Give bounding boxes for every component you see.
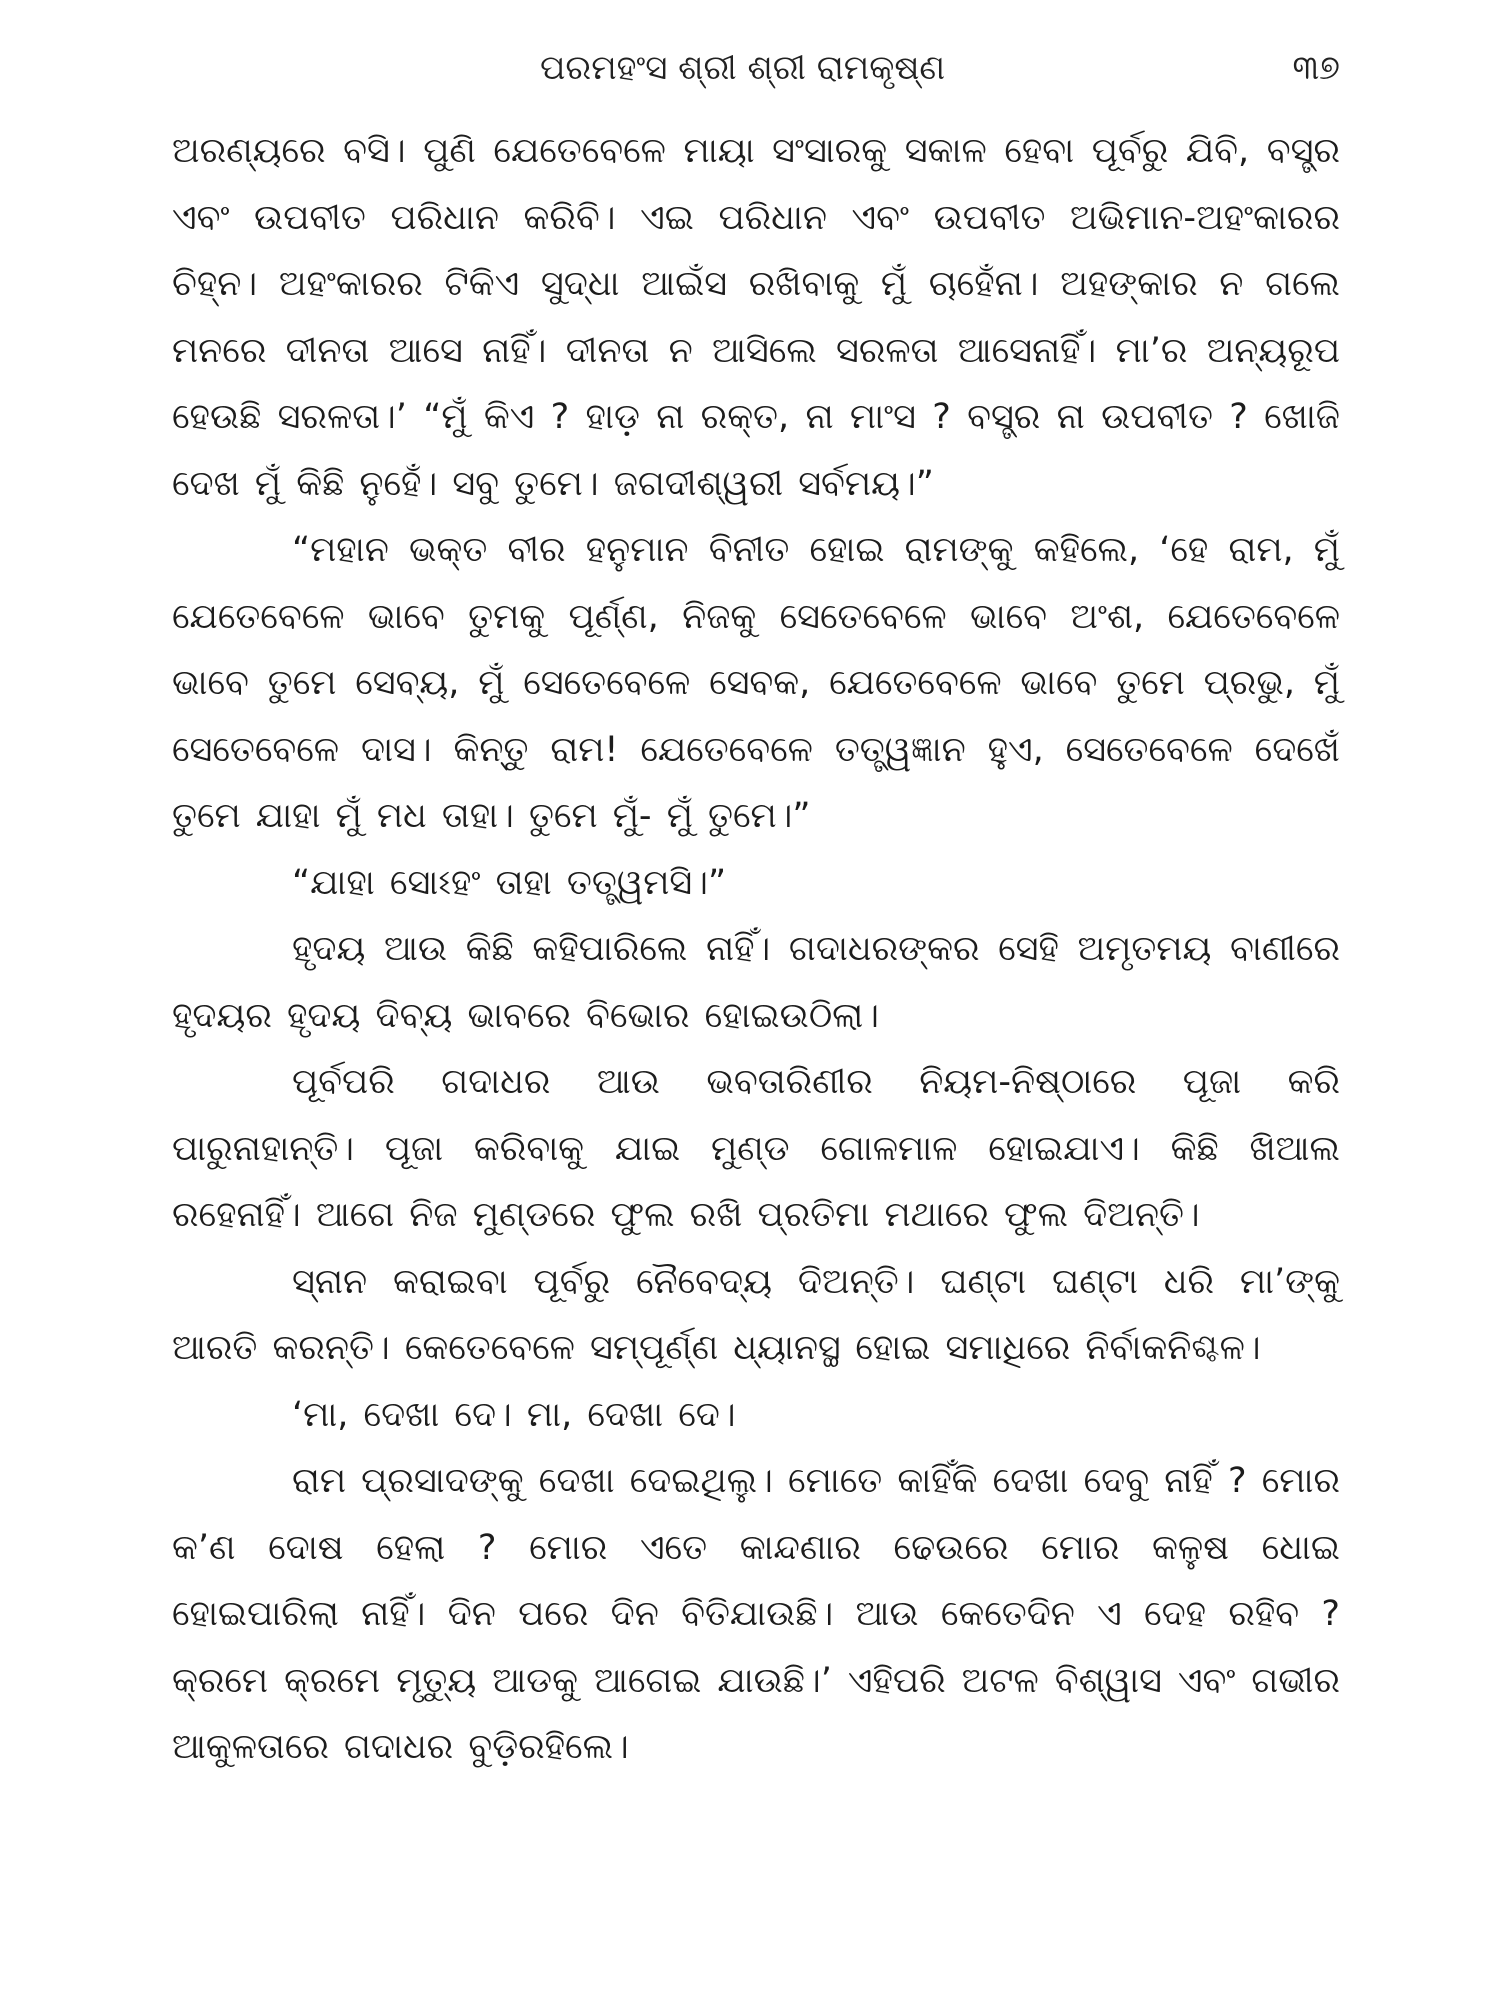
paragraph-7: ‘ମା, ଦେଖା ଦେ। ମା, ଦେଖା ଦେ। — [292, 1394, 736, 1435]
paragraph-4: ହୃଦୟ ଆଉ କିଛି କହିପାରିଲେ ନାହିଁ। ଗଦାଧରଙ୍କର ସେହି ଅମୃତମୟ ବାଣୀରେ ହୃଦୟର ହୃଦୟ ଦିବ୍ୟ ଭାବରେ ବିଭୋର ହୋଇଉଠିଲା। — [172, 929, 1340, 1036]
paragraph-8: ରାମ ପ୍ରସାଦଙ୍କୁ ଦେଖା ଦେଇଥିଲୁ। ମୋତେ କାହିଁକି ଦେଖା ଦେବୁ ନାହିଁ ? ମୋର କ’ଣ ଦୋଷ ହେଲା ? ମୋର ଏତେ କାନ୍ଦଣାର ଢେଉରେ ମୋର କଳୁଷ ଧୋଇ ହୋଇପାରିଲା ନାହିଁ। ଦିନ ପରେ ଦିନ ବିତିଯାଉଛି। ଆଉ କେତେଦିନ ଏ ଦେହ ରହିବ ? କ୍ରମେ କ୍ରମେ ମୃତ୍ୟୁ ଆଡକୁ ଆଗେଇ ଯାଉଛି।’ ଏହିପରି ଅଟଳ ବିଶ୍ୱାସ ଏବଂ ଗଭୀର ଆକୁଳତାରେ ଗଦାଧର ବୁଡ଼ିରହିଲେ। — [172, 1461, 1340, 1767]
paragraph-3: “ଯାହା ସୋଽହଂ ତାହା ତତ୍ତ୍ୱମସି।” — [292, 862, 727, 903]
paragraph-6: ସ୍ନାନ କରାଇବା ପୂର୍ବରୁ ନୈବେଦ୍ୟ ଦିଅନ୍ତି। ଘଣ୍ଟା ଘଣ୍ଟା ଧରି ମା’ଙ୍କୁ ଆରତି କରନ୍ତି। କେତେବେଳେ ସମ୍ପୂର୍ଣ୍ଣ ଧ୍ୟାନସ୍ଥ ହୋଇ ସମାଧିରେ ନିର୍ବାକନିଶ୍ଚଳ। — [172, 1261, 1340, 1368]
running-header — [0, 38, 1500, 98]
body-text — [172, 118, 1340, 1781]
page-number: ୩୭ — [1292, 48, 1340, 88]
paragraph-5: ପୂର୍ବପରି ଗଦାଧର ଆଉ ଭବତାରିଣୀର ନିୟମ-ନିଷ୍ଠାରେ ପୂଜା କରି ପାରୁନାହାନ୍ତି। ପୂଜା କରିବାକୁ ଯାଇ ମୁଣ୍ଡ ଗୋଳମାଳ ହୋଇଯାଏ। କିଛି ଖିଆଲ ରହେନାହିଁ। ଆଗେ ନିଜ ମୁଣ୍ଡରେ ଫୁଲ ରଖି ପ୍ରତିମା ମଥାରେ ଫୁଲ ଦିଅନ୍ତି। — [172, 1062, 1340, 1235]
paragraph-2: “ମହାନ ଭକ୍ତ ବୀର ହନୁମାନ ବିନୀତ ହୋଇ ରାମଙ୍କୁ କହିଲେ, ‘ହେ ରାମ, ମୁଁ ଯେତେବେଳେ ଭାବେ ତୁମକୁ ପୂର୍ଣ୍ଣ, ନିଜକୁ ସେତେବେଳେ ଭାବେ ଅଂଶ, ଯେତେବେଳେ ଭାବେ ତୁମେ ସେବ୍ୟ, ମୁଁ ସେତେବେଳେ ସେବକ, ଯେତେବେଳେ ଭାବେ ତୁମେ ପ୍ରଭୁ, ମୁଁ ସେତେବେଳେ ଦାସ। କିନ୍ତୁ ରାମ! ଯେତେବେଳେ ତତ୍ତ୍ୱଜ୍ଞାନ ହୁଏ, ସେତେବେଳେ ଦେଖେଁ ତୁମେ ଯାହା ମୁଁ ମଧ ତାହା। ତୁମେ ମୁଁ- ମୁଁ ତୁମେ।” — [172, 530, 1340, 836]
paragraph-1: ଅରଣ୍ୟରେ ବସି। ପୁଣି ଯେତେବେଳେ ମାୟା ସଂସାରକୁ ସକାଳ ହେବା ପୂର୍ବରୁ ଯିବି, ବସ୍ତ୍ର ଏବଂ ଉପବୀତ ପରିଧାନ କରିବି। ଏଇ ପରିଧାନ ଏବଂ ଉପବୀତ ଅଭିମାନ-ଅହଂକାରର ଚିହ୍ନ। ଅହଂକାରର ଟିକିଏ ସୁଦ୍ଧା ଆଇଁସ ରଖିବାକୁ ମୁଁ ଚାହେଁନା। ଅହଙ୍କାର ନ ଗଲେ ମନରେ ଦୀନତା ଆସେ ନାହିଁ। ଦୀନତା ନ ଆସିଲେ ସରଳତା ଆସେନାହିଁ। ମା’ର ଅନ୍ୟରୂପ ହେଉଛି ସରଳତା।’ “ମୁଁ କିଏ ? ହାଡ଼ ନା ରକ୍ତ, ନା ମାଂସ ? ବସ୍ତ୍ର ନା ଉପବୀତ ? ଖୋଜି ଦେଖ ମୁଁ କିଛି ନୁହେଁ। ସବୁ ତୁମେ। ଜଗଦୀଶ୍ୱରୀ ସର୍ବମୟ।” — [172, 131, 1340, 504]
running-title: ପରମହଂସ ଶ୍ରୀ ଶ୍ରୀ ରାମକୃଷ୍ଣ — [540, 48, 946, 88]
